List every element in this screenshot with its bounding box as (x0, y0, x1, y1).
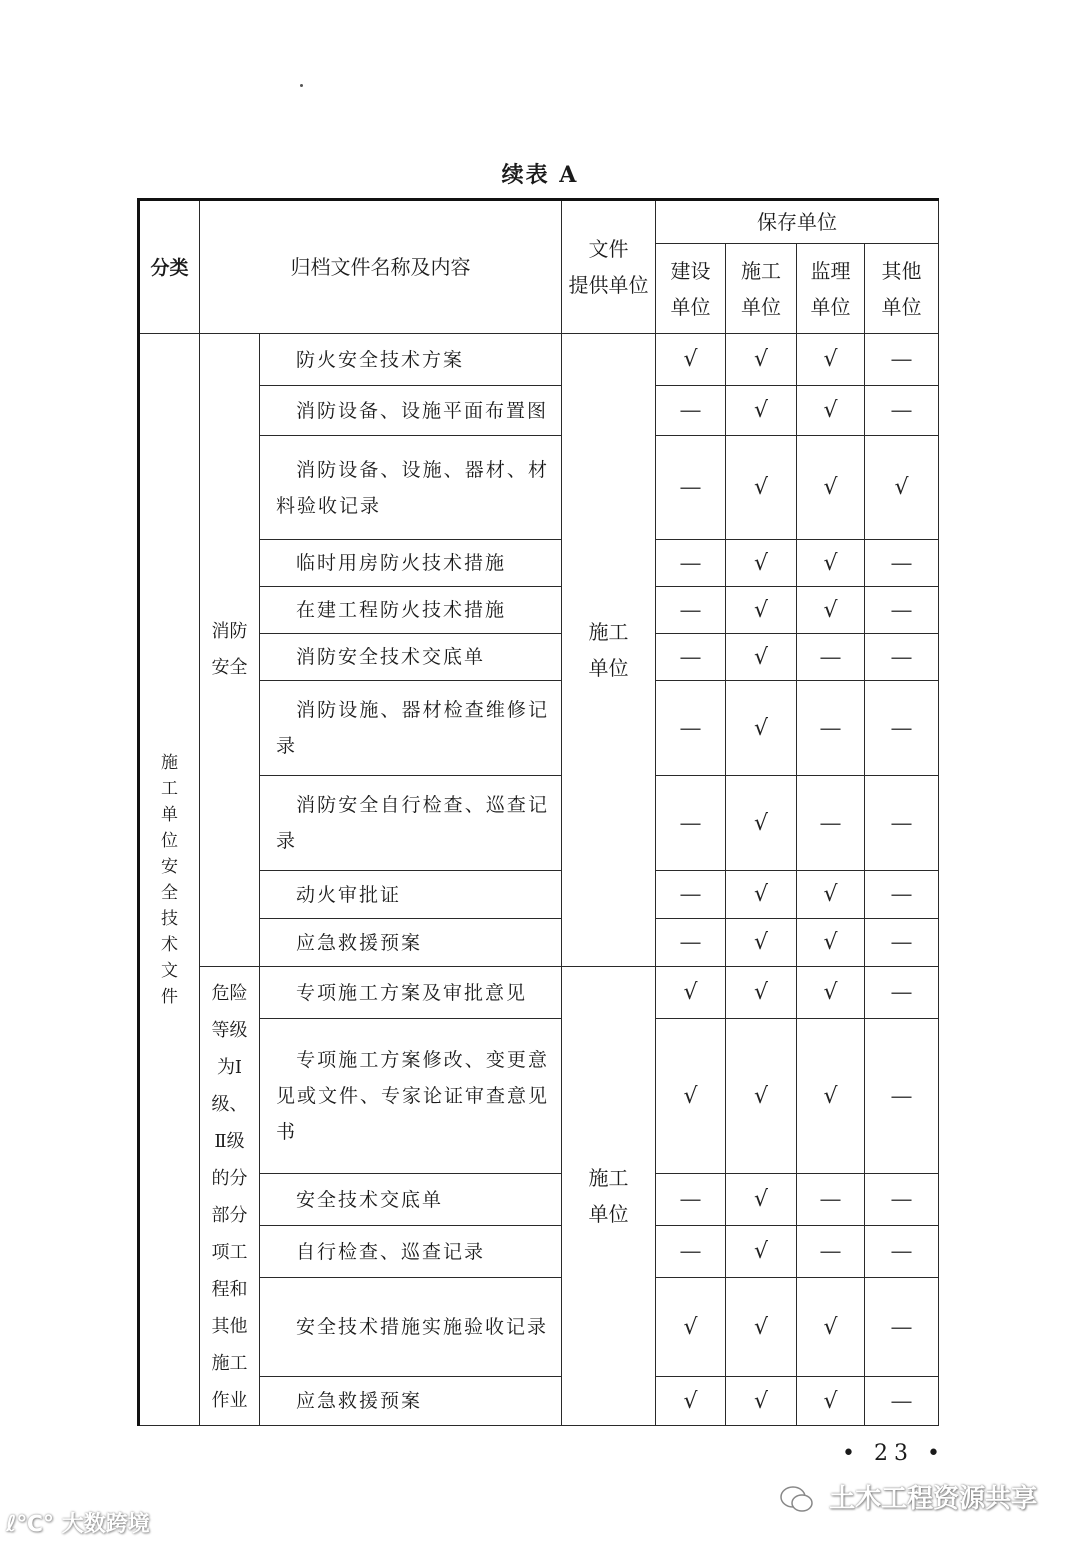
cell-build: — (656, 681, 726, 776)
cell-build: — (656, 386, 726, 436)
doc-name: 动火审批证 (260, 871, 562, 919)
cell-super: √ (797, 967, 865, 1019)
cell-super: — (797, 681, 865, 776)
cell-other: — (865, 1174, 939, 1226)
archive-table (137, 198, 939, 1426)
cell-constr: √ (726, 634, 797, 681)
cell-build: — (656, 540, 726, 587)
doc-name: 安全技术措施实施验收记录 (260, 1278, 562, 1377)
doc-name: 自行检查、巡查记录 (260, 1226, 562, 1278)
cell-build: — (656, 634, 726, 681)
cell-other: — (865, 587, 939, 634)
cell-build: √ (656, 1377, 726, 1426)
provider-fire: 施工 单位 (562, 334, 656, 967)
cell-build: — (656, 436, 726, 540)
cell-super: √ (797, 1019, 865, 1174)
header-unit-build: 建设 单位 (656, 244, 726, 334)
doc-name: 临时用房防火技术措施 (260, 540, 562, 587)
watermark-left: ℓ℃° 大数跨境 (6, 1512, 150, 1537)
cell-constr: √ (726, 871, 797, 919)
header-doc-name: 归档文件名称及内容 (200, 200, 562, 334)
provider-danger: 施工 单位 (562, 967, 656, 1426)
cell-constr: √ (726, 1278, 797, 1377)
cell-super: √ (797, 919, 865, 967)
cell-constr: √ (726, 540, 797, 587)
doc-name: 消防安全自行检查、巡查记录 (260, 776, 562, 871)
header-category: 分类 (139, 200, 200, 334)
cell-super: √ (797, 1377, 865, 1426)
cell-super: √ (797, 386, 865, 436)
doc-name: 专项施工方案及审批意见 (260, 967, 562, 1019)
cell-build: √ (656, 1278, 726, 1377)
doc-name: 应急救援预案 (260, 1377, 562, 1426)
cell-build: √ (656, 334, 726, 386)
cell-other: — (865, 871, 939, 919)
cell-super: √ (797, 587, 865, 634)
cell-other: — (865, 1377, 939, 1426)
cell-constr: √ (726, 1377, 797, 1426)
cell-other: — (865, 967, 939, 1019)
doc-name: 消防设备、设施平面布置图 (260, 386, 562, 436)
cell-build: — (656, 776, 726, 871)
cell-super: √ (797, 436, 865, 540)
cell-other: — (865, 1278, 939, 1377)
subcategory-fire: 消防 安全 (200, 334, 260, 967)
doc-name: 防火安全技术方案 (260, 334, 562, 386)
header-storage: 保存单位 (656, 200, 939, 244)
cell-constr: √ (726, 776, 797, 871)
cell-constr: √ (726, 681, 797, 776)
cell-constr: √ (726, 1019, 797, 1174)
watermark-right: 土木工程资源共享 (780, 1478, 1037, 1515)
cell-constr: √ (726, 436, 797, 540)
doc-name: 专项施工方案修改、变更意见或文件、专家论证审查意见书 (260, 1019, 562, 1174)
cell-build: — (656, 1226, 726, 1278)
category-main: 施 工 单 位 安 全 技 术 文 件 (139, 334, 200, 1426)
wechat-icon (780, 1485, 814, 1515)
cell-other: — (865, 776, 939, 871)
cell-other: — (865, 540, 939, 587)
header-unit-other: 其他 单位 (865, 244, 939, 334)
doc-name: 在建工程防火技术措施 (260, 587, 562, 634)
cell-constr: √ (726, 1226, 797, 1278)
cell-super: √ (797, 540, 865, 587)
cell-build: — (656, 871, 726, 919)
cell-super: — (797, 776, 865, 871)
header-unit-supervision: 监理 单位 (797, 244, 865, 334)
cell-constr: √ (726, 334, 797, 386)
cell-super: √ (797, 1278, 865, 1377)
cell-other: — (865, 1019, 939, 1174)
cell-super: √ (797, 871, 865, 919)
cell-other: — (865, 386, 939, 436)
cell-super: — (797, 1226, 865, 1278)
doc-name: 安全技术交底单 (260, 1174, 562, 1226)
cell-other: — (865, 681, 939, 776)
subcategory-danger: 危险 等级 为Ⅰ 级、 Ⅱ级 的分 部分 项工 程和 其他 施工 作业 (200, 967, 260, 1426)
cell-build: √ (656, 1019, 726, 1174)
cell-build: — (656, 587, 726, 634)
cell-constr: √ (726, 386, 797, 436)
cell-constr: √ (726, 967, 797, 1019)
cell-super: — (797, 634, 865, 681)
cell-constr: √ (726, 1174, 797, 1226)
cell-other: — (865, 634, 939, 681)
page-title: 续表 A (501, 162, 579, 188)
cell-other: — (865, 919, 939, 967)
doc-name: 消防安全技术交底单 (260, 634, 562, 681)
doc-name: 消防设施、器材检查维修记录 (260, 681, 562, 776)
cell-build: √ (656, 967, 726, 1019)
doc-name: 消防设备、设施、器材、材料验收记录 (260, 436, 562, 540)
cell-super: √ (797, 334, 865, 386)
table-row (139, 334, 939, 386)
cell-constr: √ (726, 587, 797, 634)
scan-speck (300, 84, 303, 87)
doc-name: 应急救援预案 (260, 919, 562, 967)
cell-constr: √ (726, 919, 797, 967)
cell-other: — (865, 334, 939, 386)
cell-build: — (656, 1174, 726, 1226)
cell-other: — (865, 1226, 939, 1278)
header-provider: 文件 提供单位 (562, 200, 656, 334)
table-row (139, 967, 939, 1019)
cell-build: — (656, 919, 726, 967)
cell-other: √ (865, 436, 939, 540)
page-number: • 23 • (842, 1441, 946, 1466)
logo-icon: ℓ℃° (6, 1512, 55, 1537)
header-unit-construction: 施工 单位 (726, 244, 797, 334)
cell-super: — (797, 1174, 865, 1226)
